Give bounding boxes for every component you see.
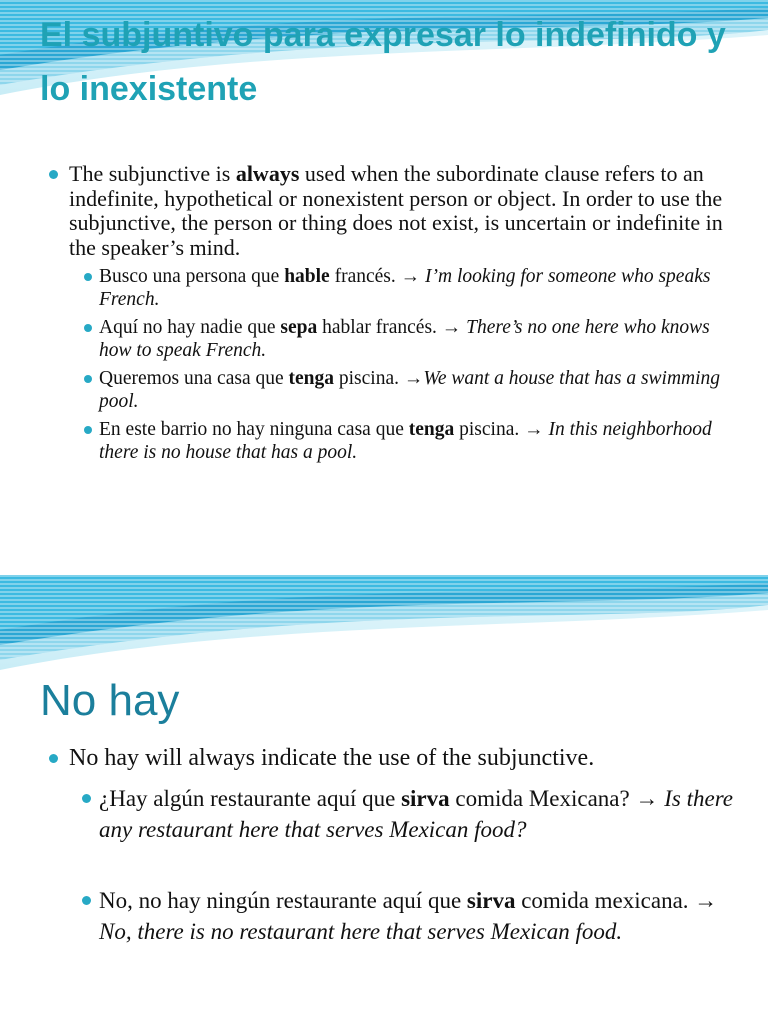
slide-title: No hay xyxy=(40,676,180,725)
main-bullet xyxy=(44,162,734,260)
bullet-icon xyxy=(84,273,92,281)
example-verb: tenga xyxy=(408,419,455,440)
example-verb: hable xyxy=(284,266,330,287)
bullet-icon xyxy=(84,375,92,383)
bullet-icon xyxy=(82,794,91,803)
example-verb: sepa xyxy=(280,317,318,338)
example-spanish-end: comida mexicana. xyxy=(515,888,695,913)
bullet-icon xyxy=(49,754,58,763)
wave-header-decoration xyxy=(0,575,768,675)
main-bullet xyxy=(44,743,734,773)
bullet-icon xyxy=(84,324,92,332)
slide-body xyxy=(44,743,734,987)
example-verb: tenga xyxy=(288,368,335,389)
example-translation: There’s no one here who knows how to speak French. xyxy=(99,317,710,361)
example-bullet xyxy=(44,266,734,311)
example-spanish: Queremos una casa que xyxy=(99,368,289,389)
bullet-icon xyxy=(82,896,91,905)
arrow-icon: → xyxy=(524,419,544,440)
bullet-icon xyxy=(49,170,58,179)
arrow-icon: → xyxy=(441,317,462,338)
example-spanish: ¿Hay algún restaurante aquí que xyxy=(99,786,402,811)
example-bullet xyxy=(44,885,734,947)
example-translation: No, there is no restaurant here that serves Mexican food. xyxy=(99,919,623,944)
main-bullet-bold: always xyxy=(235,161,300,186)
example-bullet xyxy=(44,783,734,845)
example-translation: In this neighborhood there is no house that has a pool. xyxy=(99,419,712,463)
slide-no-hay xyxy=(0,575,768,1024)
arrow-icon: → xyxy=(403,368,424,389)
example-spanish-end: piscina. xyxy=(334,368,404,389)
example-spanish: Busco una persona que xyxy=(99,266,285,287)
arrow-icon: → xyxy=(400,266,421,287)
arrow-icon: → xyxy=(694,888,718,913)
bullet-icon xyxy=(84,426,92,434)
main-bullet-text-after: used when the subordinate clause refers to an indefinite, hypothetical or nonexistent person or object. In order to use the subjunctive, the person or thing does not exist, is uncertain or indefinite in the speaker’s mind. xyxy=(69,161,723,260)
arrow-icon: → xyxy=(635,786,659,811)
main-bullet-text-before: The subjunctive is xyxy=(69,161,236,186)
example-spanish: No, no hay ningún restaurante aquí que xyxy=(99,888,467,913)
example-spanish-end: piscina. xyxy=(454,419,525,440)
example-spanish-end: francés. xyxy=(329,266,401,287)
example-spanish: Aquí no hay nadie que xyxy=(99,317,281,338)
example-translation: We want a house that has a swimming pool. xyxy=(99,368,721,412)
example-spanish-end: comida Mexicana? xyxy=(449,786,636,811)
example-translation: I’m looking for someone who speaks French. xyxy=(99,266,711,310)
slide-title: El subjuntivo para expresar lo indefinido y lo inexistente xyxy=(40,16,726,108)
example-verb: sirva xyxy=(466,888,516,913)
example-verb: sirva xyxy=(401,786,450,811)
example-translation: Is there any restaurant here that serves Mexican food? xyxy=(99,786,733,842)
example-bullet xyxy=(44,419,734,464)
main-bullet-text: No hay will always indicate the use of the subjunctive. xyxy=(69,745,595,771)
example-spanish: En este barrio no hay ninguna casa que xyxy=(99,419,409,440)
slide-body xyxy=(44,162,734,470)
example-spanish-end: hablar francés. xyxy=(317,317,442,338)
example-bullet xyxy=(44,317,734,362)
example-bullet xyxy=(44,368,734,413)
